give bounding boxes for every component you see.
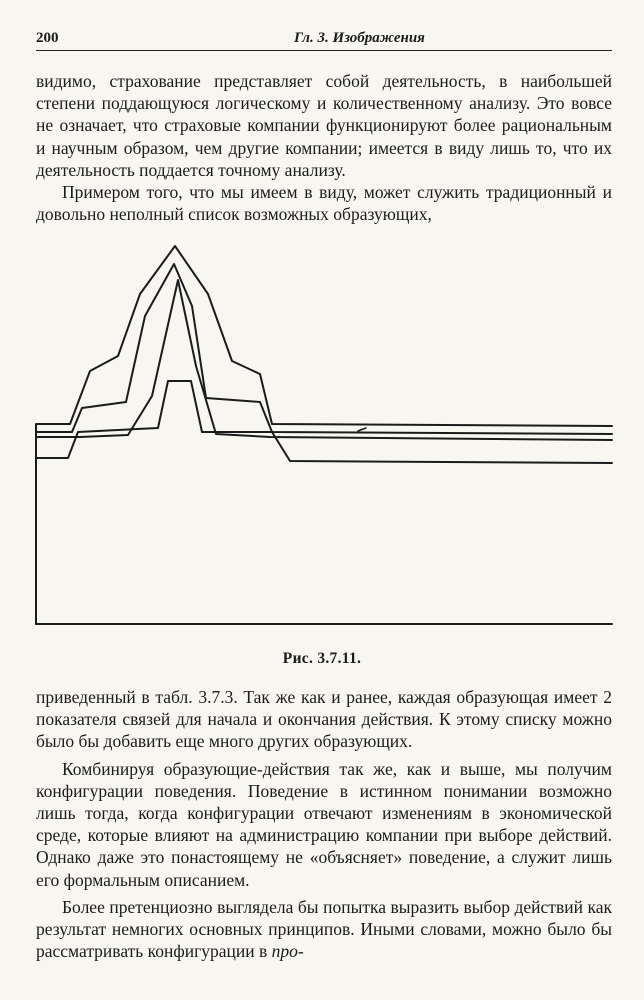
figure-second-curve bbox=[36, 264, 612, 434]
figure-tick-mark bbox=[358, 428, 366, 431]
page-header bbox=[36, 28, 612, 51]
paragraph: Примером того, что мы имеем в виду, может служить традиционный и довольно неполный список возможных образующих, bbox=[36, 182, 612, 225]
figure-third-curve bbox=[36, 280, 612, 440]
text-block-bottom bbox=[36, 686, 612, 962]
paragraph: Комбинируя образующие-действия так же, как и выше, мы получим конфигурации поведения. Поведение в истинном понимании возможно лишь тогда, когда конфигурации отвечают изменениям в экономической среде, которые влияют на администрацию компании при выборе действий. Однако даже это понастоящему не «объясняет» поведение, а служит лишь его формальным описанием. bbox=[36, 758, 612, 890]
running-head: Гл. 3. Изображения bbox=[294, 30, 425, 46]
paragraph-last bbox=[36, 896, 612, 963]
figure-inner-curve bbox=[36, 381, 612, 463]
text-block-top bbox=[36, 70, 612, 225]
paragraph-text: Более претенциозно выглядела бы попытка выразить выбор действий как результат немногих основных принципов. Иными словами, можно было бы рассматривать конфигурации в bbox=[36, 896, 612, 962]
continuation-hyphenated: про- bbox=[271, 941, 304, 962]
page-number: 200 bbox=[36, 30, 59, 46]
figure-3-7-11 bbox=[0, 236, 644, 636]
paragraph: приведенный в табл. 3.7.3. Так же как и ранее, каждая образующая имеет 2 показателя связей для начала и окончания действия. К этому списку можно было бы добавить еще много других образующих. bbox=[36, 687, 612, 752]
paragraph: видимо, страхование представляет собой деятельность, в наибольшей степени поддающуюся логическому и количественному анализу. Это вовсе не означает, что страховые компании функционируют более рациональным и научным образом, чем другие компании; имеется в виду лишь то, что их деятельность поддается точному анализу. bbox=[36, 71, 612, 180]
figure-caption: Рис. 3.7.11. bbox=[282, 650, 362, 667]
